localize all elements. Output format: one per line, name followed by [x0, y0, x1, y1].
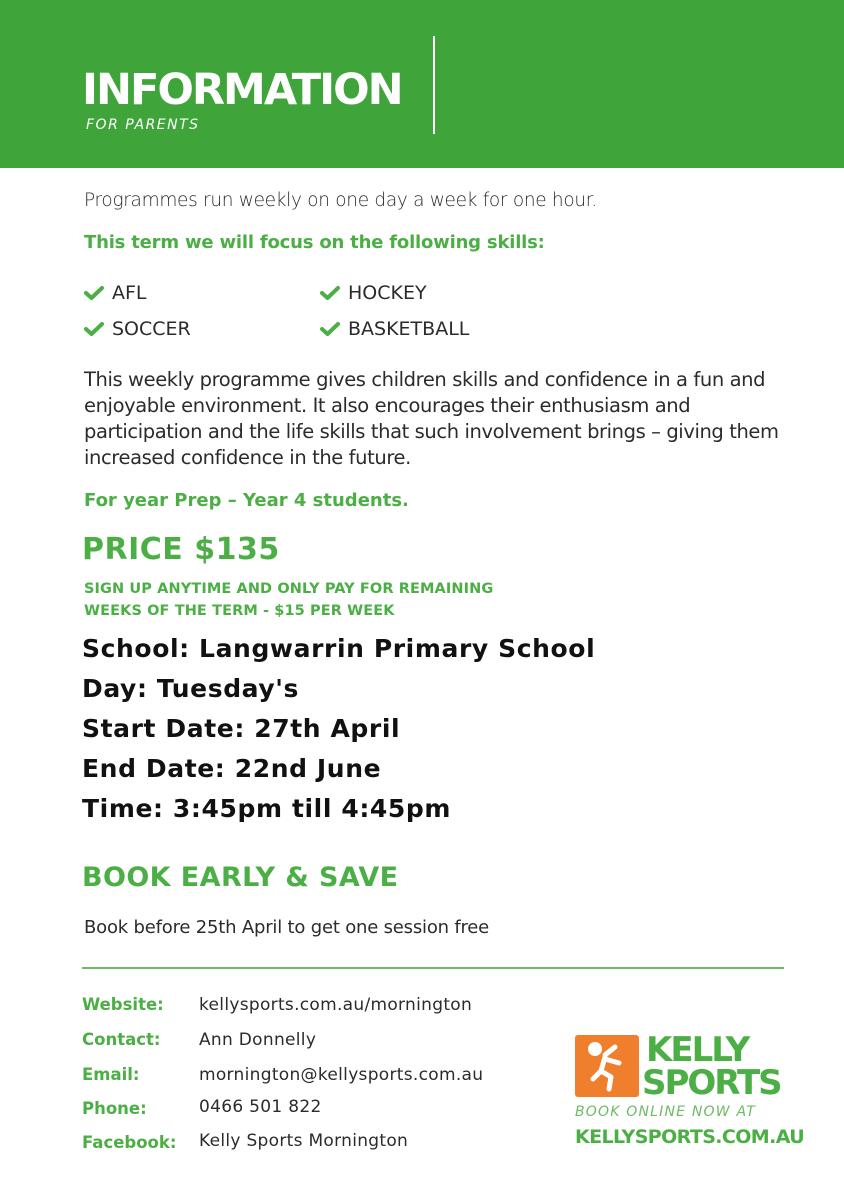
- contact-name: Ann Donnelly: [199, 1030, 317, 1050]
- header-banner: [0, 0, 844, 168]
- contact-website-link[interactable]: kellysports.com.au/mornington: [199, 995, 473, 1015]
- logo-tagline: BOOK ONLINE NOW AT: [575, 1104, 756, 1120]
- price-heading: PRICE $135: [82, 532, 280, 567]
- logo-website-link[interactable]: KELLYSPORTS.COM.AU: [575, 1126, 805, 1148]
- signup-note: [84, 578, 604, 622]
- contact-label-email: Email:: [82, 1065, 140, 1084]
- contact-phone[interactable]: 0466 501 822: [199, 1097, 322, 1117]
- signup-note-line: SIGN UP ANYTIME AND ONLY PAY FOR REMAINING: [84, 581, 494, 597]
- focus-heading: This term we will focus on the following skills:: [84, 232, 545, 253]
- skill-item-soccer: [84, 318, 191, 340]
- divider: [82, 967, 784, 969]
- skill-item-hockey: [320, 282, 427, 304]
- detail-end-date: End Date: 22nd June: [82, 754, 382, 783]
- check-icon: [320, 285, 340, 301]
- page-subtitle: FOR PARENTS: [86, 117, 200, 133]
- page-title: INFORMATION: [82, 65, 402, 115]
- book-before-note: Book before 25th April to get one session free: [84, 917, 490, 938]
- signup-note-line: WEEKS OF THE TERM - $15 PER WEEK: [84, 603, 395, 619]
- skill-label: SOCCER: [112, 318, 191, 340]
- contact-label-contact: Contact:: [82, 1030, 161, 1049]
- contact-label-website: Website:: [82, 995, 164, 1014]
- logo-wordmark-kelly: KELLY: [646, 1030, 749, 1070]
- skill-label: HOCKEY: [348, 282, 427, 304]
- check-icon: [84, 285, 104, 301]
- detail-day: Day: Tuesday's: [82, 674, 300, 703]
- kelly-sports-logo-icon: [575, 1035, 639, 1097]
- contact-label-facebook: Facebook:: [82, 1133, 177, 1152]
- skill-label: AFL: [112, 282, 147, 304]
- contact-facebook-link[interactable]: Kelly Sports Mornington: [199, 1131, 409, 1151]
- detail-school: School: Langwarrin Primary School: [82, 634, 596, 663]
- skill-item-basketball: [320, 318, 469, 340]
- programme-description: This weekly programme gives children skills and confidence in a fun and enjoyable environment. It also encourages their enthusiasm and participation and the life skills that such involvement brings – giving them increased confidence in the future.: [84, 368, 779, 469]
- header-divider: [433, 36, 435, 134]
- logo-wordmark-sports: SPORTS: [642, 1063, 781, 1103]
- contact-email-link[interactable]: mornington@kellysports.com.au: [199, 1065, 484, 1085]
- detail-start-date: Start Date: 27th April: [82, 714, 401, 743]
- contact-label-phone: Phone:: [82, 1099, 147, 1118]
- check-icon: [320, 321, 340, 337]
- detail-time: Time: 3:45pm till 4:45pm: [82, 794, 452, 823]
- skill-label: BASKETBALL: [348, 318, 470, 340]
- book-early-heading: BOOK EARLY & SAVE: [82, 862, 399, 893]
- year-eligibility: For year Prep – Year 4 students.: [84, 490, 409, 511]
- check-icon: [84, 321, 104, 337]
- skill-item-afl: [84, 282, 147, 304]
- intro-text: Programmes run weekly on one day a week for one hour.: [84, 190, 597, 211]
